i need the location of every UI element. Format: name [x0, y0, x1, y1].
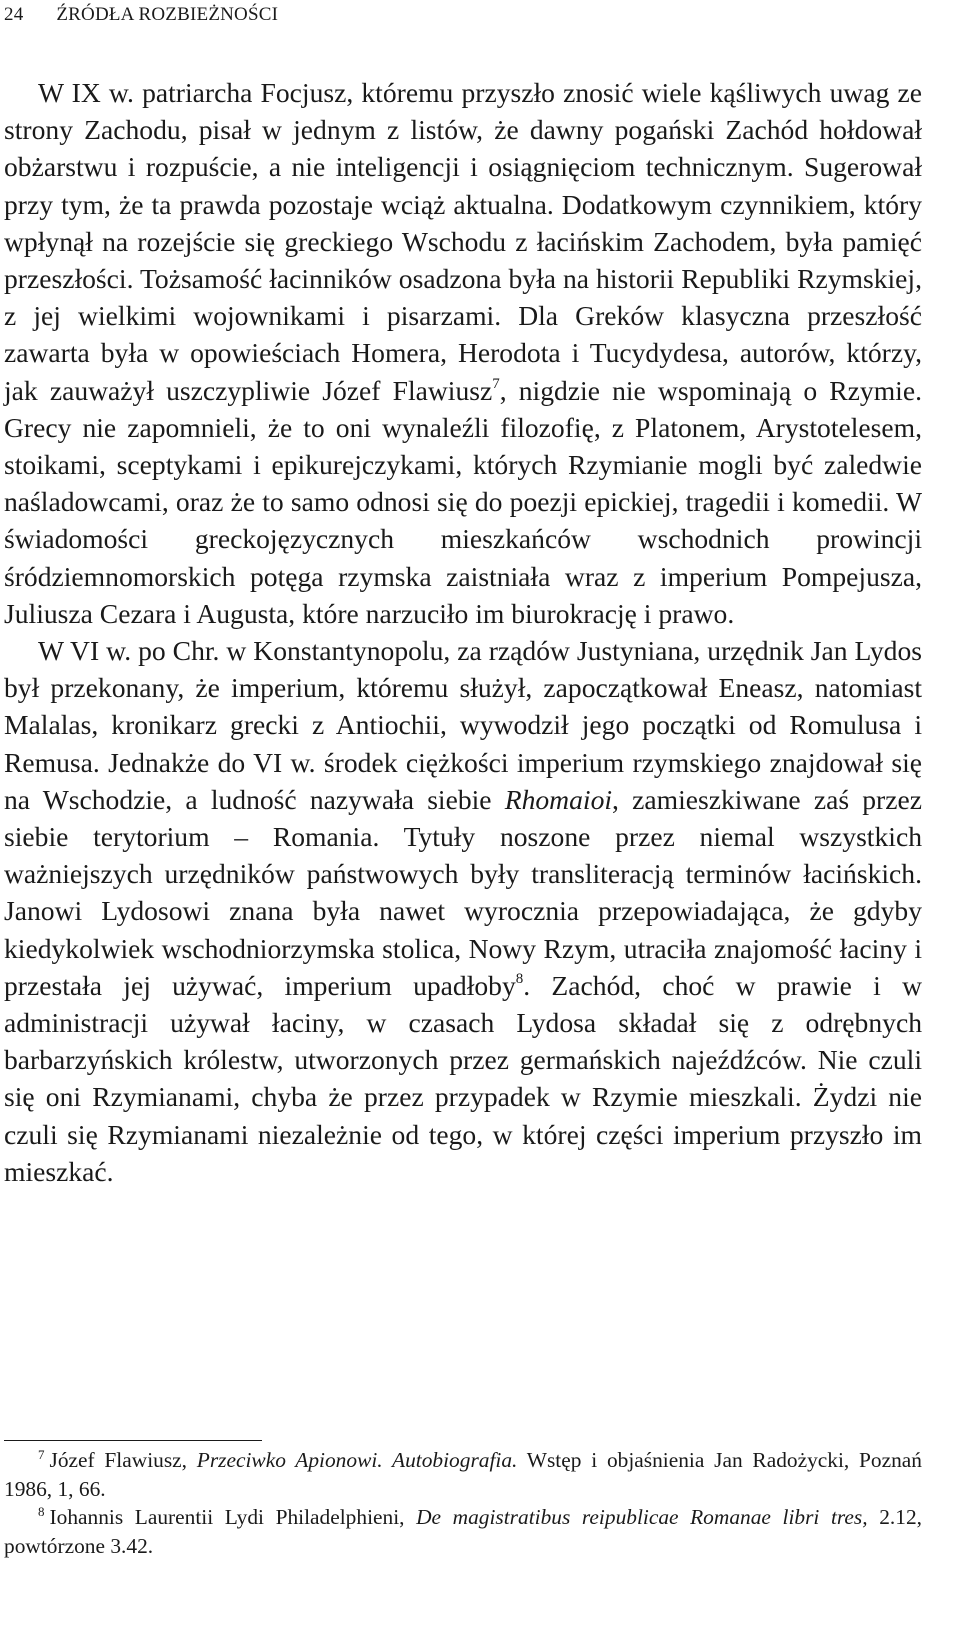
footnote-8	[4, 1503, 922, 1560]
paragraph-photius	[4, 74, 922, 632]
footnote-ref-7: 7	[492, 375, 500, 392]
footnote-text: Wstęp i objaśnienia Jan Radożycki, Poznań 1986, 1, 66.	[4, 1448, 922, 1501]
footnote-7	[4, 1446, 922, 1503]
footnote-number: 8	[38, 1504, 45, 1520]
footnote-title: Przeciwko Apionowi. Autobiografia.	[196, 1448, 518, 1472]
page-number: 24	[4, 4, 24, 25]
footnote-text: Iohannis Laurentii Lydi Philadelphieni,	[49, 1505, 417, 1530]
paragraph-text: W IX w. patriarcha Focjusz, któremu przyszło znosić wiele kąśliwych uwag ze strony Zachodu, pisał w jednym z listów, że dawny pogański Zachód hołdował obżarstwu i rozpuście, a nie inteligencji i osiągnięciom technicznym. Sugerował przy tym, że ta prawda pozostaje wciąż aktualna. Dodatkowym czynnikiem, który wpłynął na rozejście się greckiego Wschodu z łacińskim Zachodem, była pamięć przeszłości. Tożsamość łacinników osadzona była na historii Republiki Rzymskiej, z jej wielkimi wojownikami i pisarzami. Dla Greków klasyczna przeszłość zawarta była w opowieściach Homera, Herodota i Tucydydesa, autorów, którzy, jak zauważył uszczypliwie Józef Flawiusz	[4, 77, 922, 406]
running-title: ŹRÓDŁA ROZBIEŻNOŚCI	[56, 4, 279, 25]
paragraph-text: , nigdzie nie wspominają o Rzymie. Grecy nie zapomnieli, że to oni wynaleźli filozofię, z Platonem, Arystotelesem, stoikami, sceptykami i epikurejczykami, których Rzymianie mogli być zaledwie naśladowcami, oraz że to samo odnosi się do poezji epickiej, tragedii i komedii. W świadomości greckojęzycznych mieszkańców wschodnich prowincji śródziemnomorskich potęga rzymska zaistniała wraz z imperium Pompejusza, Juliusza Cezara i Augusta, które narzuciło im biurokrację i prawo.	[4, 374, 922, 629]
footnote-text: Józef Flawiusz,	[49, 1448, 197, 1472]
main-text	[4, 74, 922, 1190]
footnote-separator	[4, 1440, 262, 1441]
footnotes	[4, 1446, 922, 1560]
footnote-number: 7	[38, 1447, 45, 1462]
paragraph-text: , zamieszkiwane zaś przez siebie terytorium – Romania. Tytuły noszone przez niemal wszystkich ważniejszych urzędników państwowych były transliteracją terminów łacińskich. Janowi Lydosowi znana była nawet wyrocznia przepowiadająca, że gdyby kiedykolwiek wschodniorzymska stolica, Nowy Rzym, utraciła znajomość łaciny i przestała jej używać, imperium upadłoby	[4, 783, 922, 1001]
paragraph-text: W VI w. po Chr. w Konstantynopolu, za rządów Justyniana, urzędnik Jan Lydos był przekonany, że imperium, któremu służył, zapoczątkował Eneasz, natomiast Malalas, kronikarz grecki z Antiochii, wywodził jego początki od Romulusa i Remusa. Jednakże do VI w. środek ciężkości imperium rzymskiego znajdował się na Wschodzie, a ludność nazywała siebie	[4, 635, 922, 815]
footnote-text: 2.12, powtórzone 3.42.	[4, 1505, 922, 1558]
footnote-title: De magistratibus reipublicae Romanae libri tres,	[416, 1505, 868, 1530]
paragraph-text: . Zachód, choć w prawie i w administracji używał łaciny, w czasach Lydosa składał się z odrębnych barbarzyńskich królestw, utworzonych przez germańskich najeźdźców. Nie czuli się oni Rzymianami, chyba że przez przypadek w Rzymie mieszkali. Żydzi nie czuli się Rzymianami niezależnie od tego, w której części imperium przyszło im mieszkać.	[4, 969, 922, 1187]
italic-term: Rhomaioi	[504, 783, 613, 815]
running-header	[4, 0, 278, 30]
footnote-ref-8: 8	[515, 970, 524, 987]
paragraph-lydos	[4, 632, 922, 1190]
